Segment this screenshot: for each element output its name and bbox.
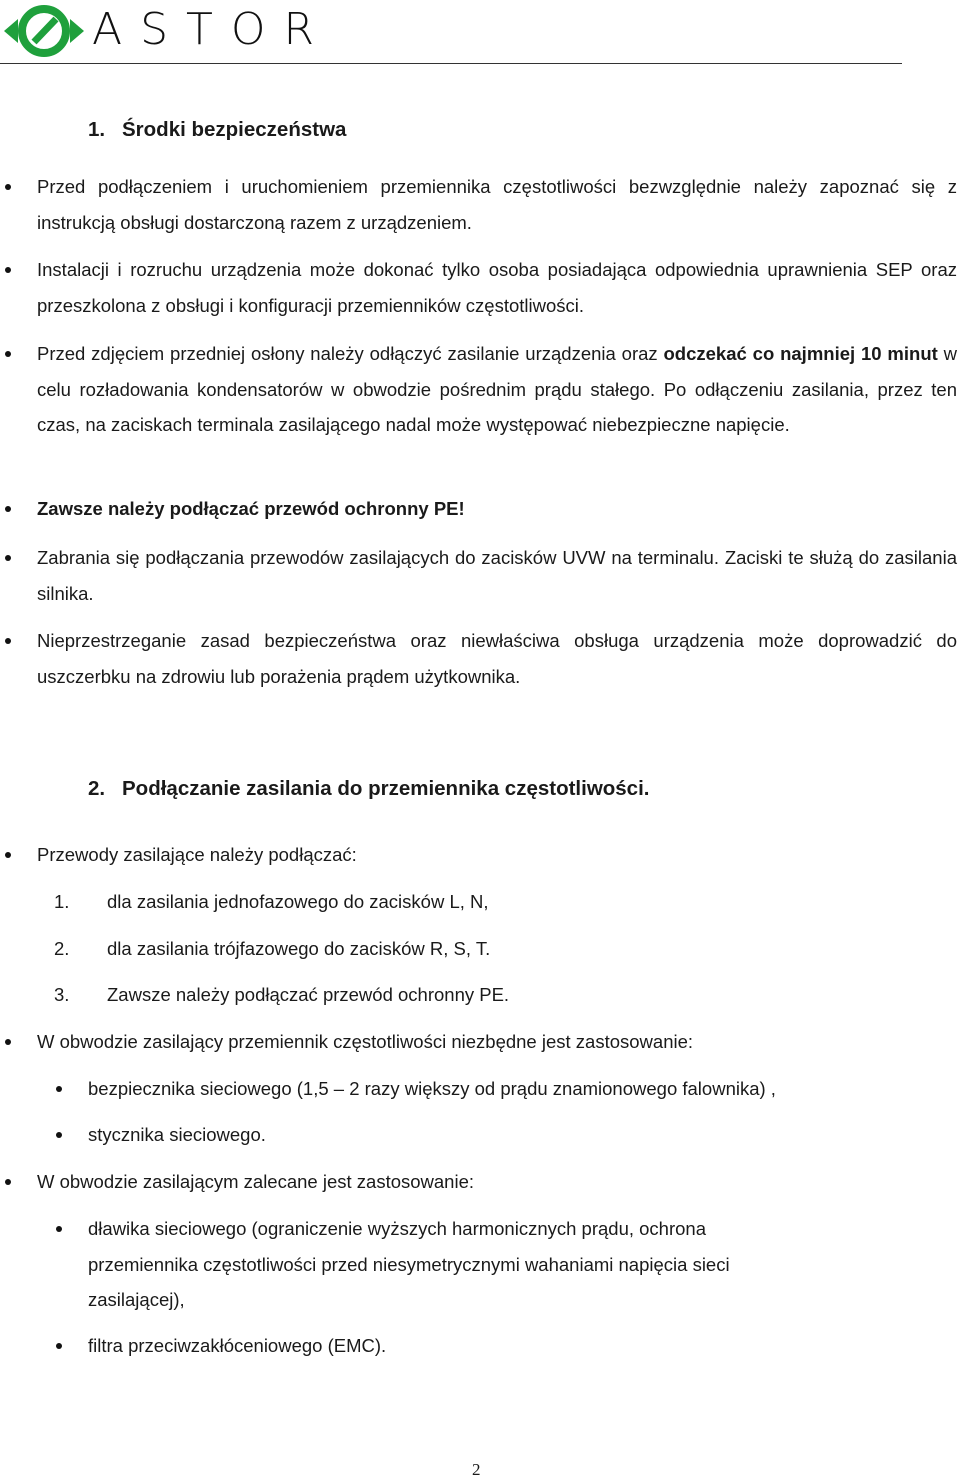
recommended-item: filtra przeciwzakłóceniowego (EMC). xyxy=(88,1335,387,1356)
header xyxy=(0,0,960,66)
logo-text: ASTOR xyxy=(92,4,333,55)
section-1-heading xyxy=(88,118,346,142)
astor-logo-icon xyxy=(4,2,84,60)
bullet-icon xyxy=(5,351,11,357)
header-divider xyxy=(0,63,902,64)
recommended-intro: W obwodzie zasilającym zalecane jest zastosowanie: xyxy=(37,1171,475,1192)
bullet-icon xyxy=(56,1086,62,1092)
required-intro: W obwodzie zasilający przemiennik częstotliwości niezbędne jest zastosowanie: xyxy=(37,1031,694,1052)
bullet-icon xyxy=(5,1039,11,1045)
section-title: Podłączanie zasilania do przemiennika częstotliwości. xyxy=(122,777,650,800)
safety-item-2: Instalacji i rozruchu urządzenia może dokonać tylko osoba posiadająca odpowiednia uprawnienia SEP oraz przeszkolona z obsługi i konfiguracji przemienników częstotliwości. xyxy=(37,259,957,316)
bullet-icon xyxy=(5,638,11,644)
bullet-icon xyxy=(56,1226,62,1232)
bullet-icon xyxy=(5,852,11,858)
safety-item-1: Przed podłączeniem i uruchomieniem przemiennika częstotliwości bezwzględnie należy zapoznać się z instrukcją obsługi dostarczoną razem z urządzeniem. xyxy=(37,176,957,233)
bullet-icon xyxy=(56,1343,62,1349)
safety-item-6: Nieprzestrzeganie zasad bezpieczeństwa oraz niewłaściwa obsługa urządzenia może doprowadzić do uszczerbku na zdrowiu lub porażenia prądem użytkownika. xyxy=(37,630,957,687)
bullet-icon xyxy=(5,555,11,561)
bullet-icon xyxy=(56,1132,62,1138)
section-2-heading xyxy=(88,777,649,801)
bullet-icon xyxy=(5,506,11,512)
safety-item-3: Przed zdjęciem przedniej osłony należy odłączyć zasilanie urządzenia oraz odczekać co najmniej 10 minut w celu rozładowania kondensatorów w obwodzie pośrednim prądu stałego. Po odłączeniu zasilania, przez ten czas, na zaciskach terminala zasilającego nadal może występować niebezpieczne napięcie. xyxy=(37,343,957,435)
required-item: bezpiecznika sieciowego (1,5 – 2 razy większy od prądu znamionowego falownika) , xyxy=(88,1078,776,1099)
bullet-icon xyxy=(5,267,11,273)
section-number: 1. xyxy=(88,118,106,141)
page-number: 2 xyxy=(472,1460,481,1479)
safety-item-4: Zawsze należy podłączać przewód ochronny PE! xyxy=(37,498,465,519)
required-item: stycznika sieciowego. xyxy=(88,1124,266,1145)
section-title: Środki bezpieczeństwa xyxy=(122,118,347,141)
section-number: 2. xyxy=(88,777,106,800)
bullet-icon xyxy=(5,1179,11,1185)
wait-warning: odczekać co najmniej 10 minut xyxy=(663,343,938,364)
bullet-icon xyxy=(5,184,11,190)
power-intro: Przewody zasilające należy podłączać: xyxy=(37,844,357,865)
recommended-item: dławika sieciowego (ograniczenie wyższych harmonicznych prądu, ochrona przemiennika częstotliwości przed niesymetrycznymi wahaniami napięcia sieci zasilającej), xyxy=(88,1218,730,1310)
safety-item-5: Zabrania się podłączania przewodów zasilających do zacisków UVW na terminalu. Zaciski te służą do zasilania silnika. xyxy=(37,547,957,604)
